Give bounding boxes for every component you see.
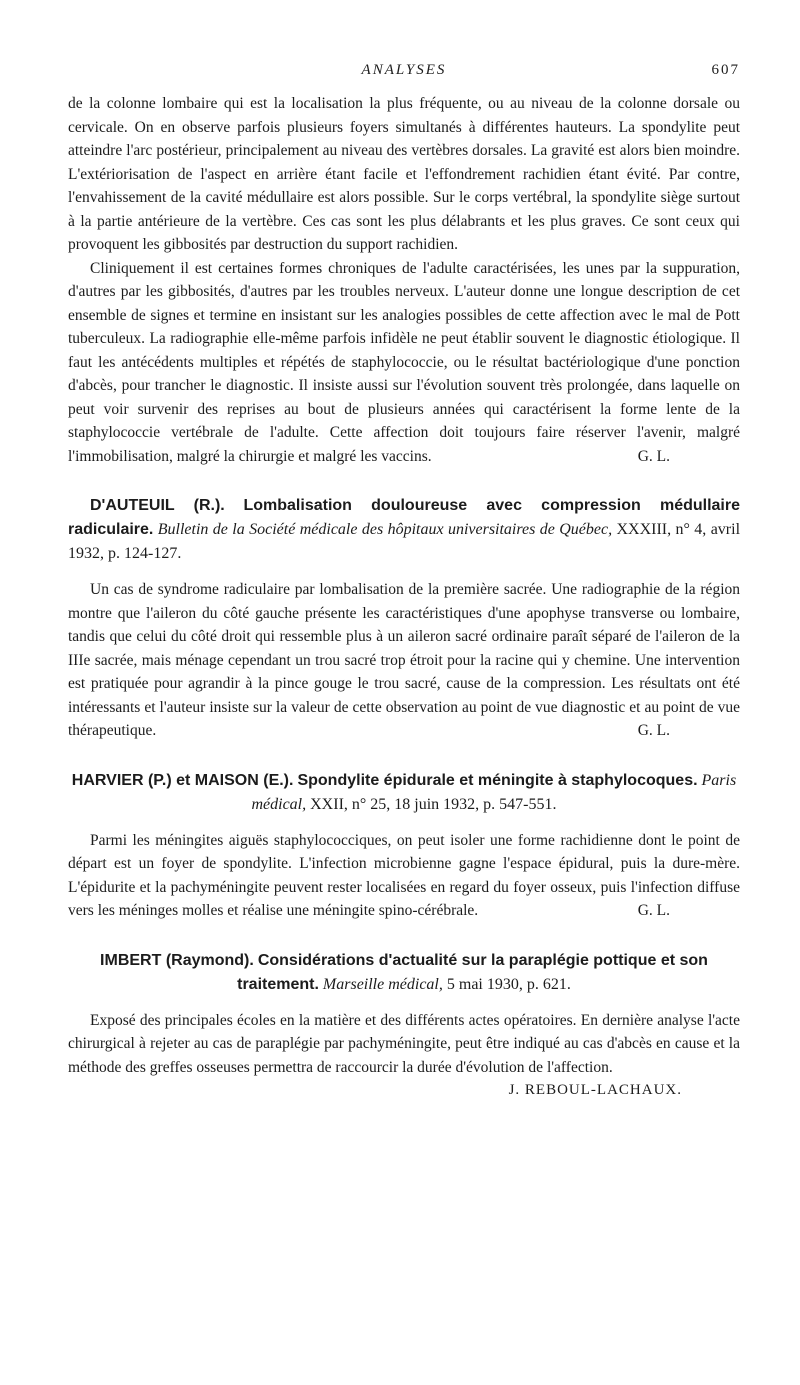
imbert-journal: Marseille médical, [322, 975, 443, 993]
running-title: ANALYSES [361, 62, 447, 78]
imbert-signature: J. REBOUL-LACHAUX. [508, 1082, 682, 1098]
imbert-body: Exposé des principales écoles en la matière et des différents actes opératoires. En dernière analyse l'acte chirurgical à rejeter au cas de paraplégie par pachyméningite, peut être indiqué au cas d'abcès en cause et la méthode des greffes osseuses permettra de raccourcir la durée d'évolution de l'affection. [68, 1011, 740, 1076]
harvier-authors: HARVIER (P.) et MAISON (E.). [71, 771, 294, 789]
continuation-section [68, 92, 740, 468]
dauteuil-body [68, 578, 740, 743]
harvier-heading [68, 769, 740, 817]
dauteuil-author: D'AUTEUIL (R.). [90, 497, 225, 514]
page-number: 607 [711, 62, 740, 78]
running-header [68, 62, 740, 84]
continuation-signature: G. L. [637, 447, 670, 465]
dauteuil-journal: Bulletin de la Société médicale des hôpitaux universitaires de Québec, [157, 521, 613, 538]
imbert-heading [68, 949, 740, 997]
dauteuil-body-text: Un cas de syndrome radiculaire par lombalisation de la première sacrée. Une radiographie de la région montre que l'aileron du côté gauche présente les caractéristiques d'une apophyse transverse ou lombaire, tandis que celui du côté droit qui ressemble plus à un aileron sacré ordinaire paraît séparé de l'aileron de la IIIe sacrée, mais ménage cependant un trou sacré trop étroit pour la racine qui y chemine. Une intervention est pratiquée pour agrandir à la pince gouge le trou sacré, cause de la compression. Les résultats ont été intéressants et l'auteur insiste sur la valeur de cette observation au point de vue diagnostic et au point de vue thérapeutique. [68, 581, 740, 739]
imbert-author: IMBERT (Raymond). [100, 951, 254, 969]
dauteuil-signature: G. L. [637, 722, 670, 739]
harvier-title: Spondylite épidurale et méningite à staphylocoques. [297, 771, 698, 789]
dauteuil-section [68, 494, 740, 743]
continuation-paragraph-1: de la colonne lombaire qui est la localisation la plus fréquente, ou au niveau de la colonne dorsale ou cervicale. On en observe parfois plusieurs foyers simultanés à différentes hauteurs. La spondylite peut atteindre l'arc postérieur, principalement au niveau des vertèbres dorsales. La gravité est alors bien moindre. L'extériorisation de l'aspect en arrière étant facile et l'effondrement rachidien étant évité. Par contre, l'envahissement de la cavité médullaire est alors possible. Sur le corps vertébral, la spondylite siège surtout à la partie antérieure de la vertèbre. Ces cas sont les plus délabrants et les plus graves. Ce sont ceux qui provoquent les gibbosités par destruction du support rachidien. [68, 95, 740, 253]
harvier-signature: G. L. [637, 902, 670, 919]
harvier-reference: XXII, n° 25, 18 juin 1932, p. 547-551. [310, 795, 557, 813]
harvier-body [68, 829, 740, 923]
page [68, 62, 740, 1103]
harvier-journal: Paris médical, [251, 771, 737, 813]
dauteuil-reference: XXXIII, n° 4, avril 1932, p. 124-127. [68, 521, 741, 562]
dauteuil-heading [68, 494, 740, 566]
dauteuil-title: Lombalisation douloureuse avec compression médullaire radiculaire. [68, 497, 740, 538]
harvier-section [68, 769, 740, 923]
continuation-paragraph-2 [68, 257, 740, 469]
imbert-reference: 5 mai 1930, p. 621. [446, 975, 571, 993]
harvier-body-text: Parmi les méningites aiguës staphylococciques, on peut isoler une forme rachidienne dont le point de départ est un foyer de spondylite. L'infection microbienne gagne l'espace épidural, puis la dure-mère. L'épidurite et la pachyméningite peuvent rester localisées en regard du foyer osseux, puis l'infection diffuse vers les méninges molles et réalise une méningite spino-cérébrale. [68, 831, 740, 919]
imbert-section [68, 949, 740, 1103]
imbert-title: Considérations d'actualité sur la paraplégie pottique et son traitement. [237, 951, 708, 993]
continuation-paragraph-2-text: Cliniquement il est certaines formes chroniques de l'adulte caractérisées, les unes par la suppuration, d'autres par les gibbosités, d'autres par les troubles nerveux. L'auteur donne une longue description de cet ensemble de signes et termine en insistant sur les analogies possibles de cette affection avec le mal de Pott tuberculeux. La radiographie elle-même parfois infidèle ne peut établir souvent le diagnostic étiologique. Il faut les antécédents multiples et répétés de staphylococcie, ou le résultat bactériologique d'une ponction d'abcès, pour trancher le diagnostic. Il insiste aussi sur l'évolution souvent très prolongée, dans laquelle on peut voir survenir des reprises au bout de plusieurs années qui caractérisent la forme lente de la staphylococcie vertébrale de l'adulte. Cette affection doit toujours faire réserver l'avenir, malgré l'immobilisation, malgré la chirurgie et malgré les vaccins. [68, 259, 740, 465]
